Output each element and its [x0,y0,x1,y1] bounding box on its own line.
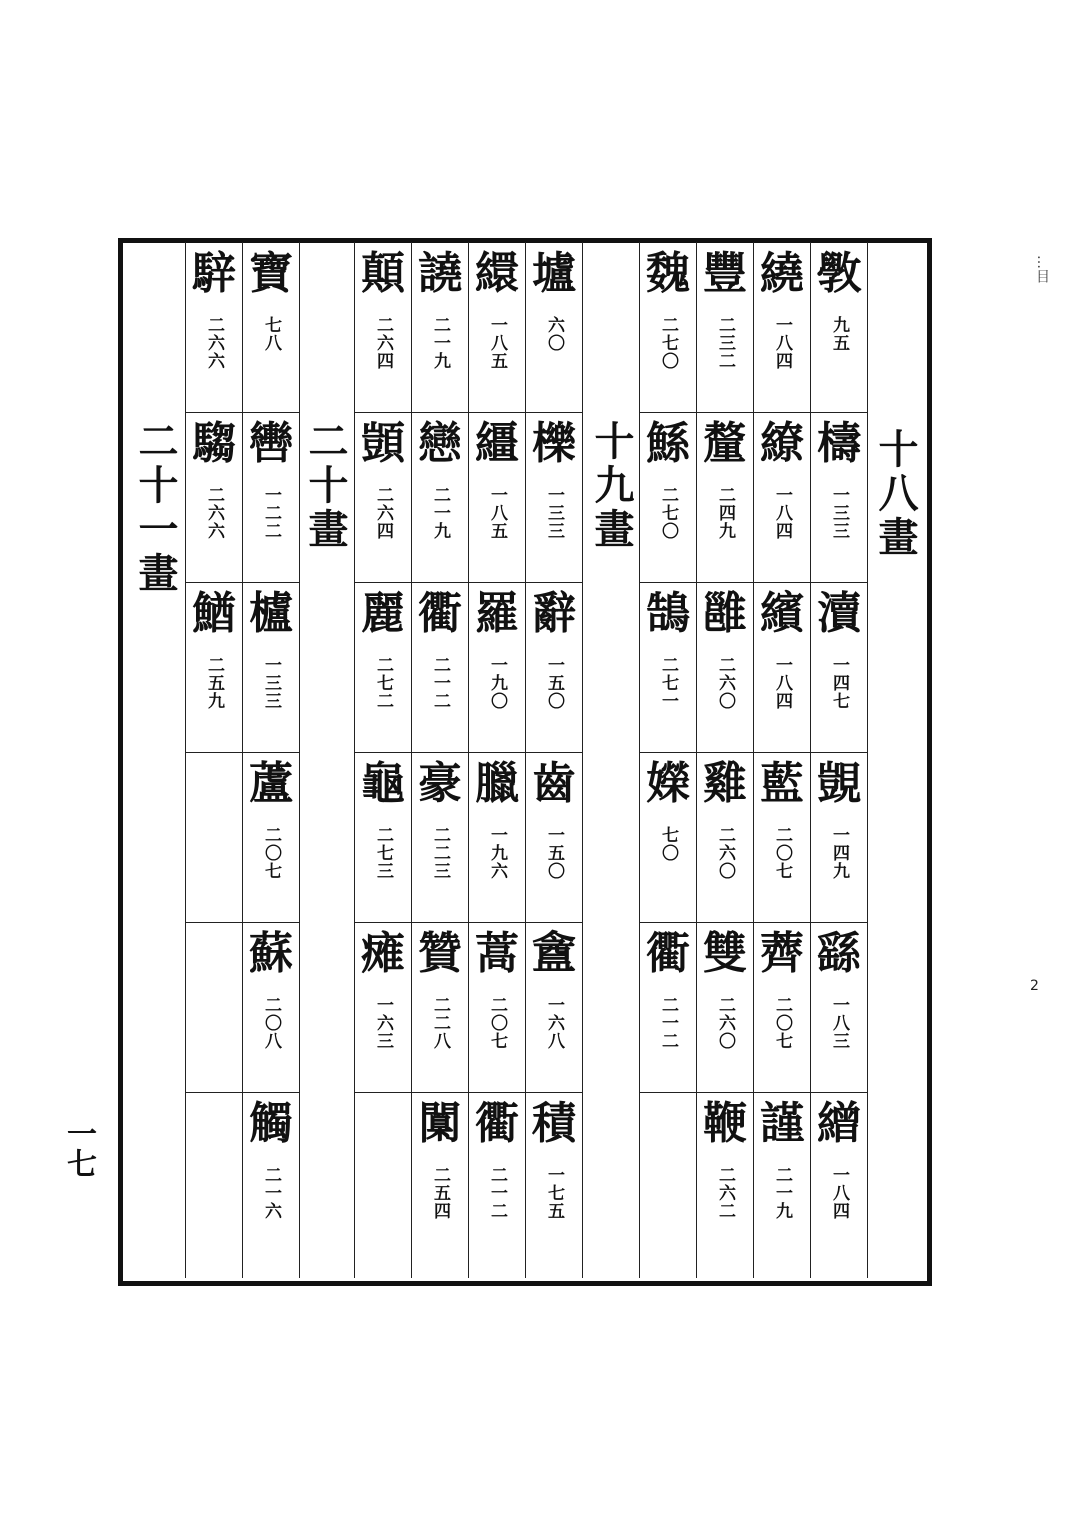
index-entry [469,922,525,1092]
index-entry [469,1092,525,1262]
entry-page-ref: 七八 [261,316,281,352]
index-entry [640,922,696,1092]
entry-page-ref: 二七二 [373,656,393,710]
entry-character: 嬫 [646,758,690,809]
index-entry [469,582,525,752]
index-entry [526,922,582,1092]
entry-character: 繞 [760,248,804,299]
index-entry [697,752,753,922]
entry-character: 羅 [475,588,519,639]
entry-page-ref: 二二三 [430,826,450,880]
index-entry [355,412,411,582]
entry-character: 謹 [760,1098,804,1149]
entry-page-ref: 一四七 [829,656,849,710]
entry-character: 魏 [646,248,690,299]
index-entry [697,922,753,1092]
entry-page-ref: 二一二 [430,656,450,710]
entry-page-ref: 一六三 [373,996,393,1050]
entry-character: 藍 [760,758,804,809]
index-entry [412,242,468,412]
entry-page-ref: 一八三 [829,996,849,1050]
index-entry [526,1092,582,1262]
entry-page-ref: 二〇七 [487,996,507,1050]
entry-character: 薺 [760,928,804,979]
entry-page-ref: 二六〇 [715,996,735,1050]
index-entry [526,412,582,582]
index-entry [469,242,525,412]
entry-page-ref: 二六〇 [715,826,735,880]
entry-page-ref: 二一六 [261,1166,281,1220]
index-entry [355,922,411,1092]
entry-character: 蘇 [249,928,293,979]
entry-page-ref: 二四九 [715,486,735,540]
entry-character: 雝 [703,588,747,639]
entry-page-ref: 二〇八 [261,996,281,1050]
index-entry [243,242,299,412]
entry-page-ref: 一八五 [487,486,507,540]
index-entry [355,582,411,752]
index-entry [186,412,242,582]
index-entry [186,582,242,752]
entry-page-ref: 二〇七 [261,826,281,880]
entry-character: 衢 [646,928,690,979]
entry-character: 龜 [361,758,405,809]
index-entry [526,242,582,412]
entry-character: 壚 [532,248,576,299]
entry-character: 豪 [418,758,462,809]
entry-character: 繒 [817,1098,861,1149]
entry-character: 瘫 [361,928,405,979]
index-entry [526,582,582,752]
entry-page-ref: 一八四 [772,486,792,540]
entry-character: 衢 [475,1098,519,1149]
index-entry [243,582,299,752]
entry-character: 盦 [532,928,576,979]
margin-digit: 2 [1030,978,1039,994]
entry-character: 櫨 [249,588,293,639]
index-entry [754,412,810,582]
entry-character: 鯀 [646,418,690,469]
index-entry [697,1092,753,1262]
index-entry [412,1092,468,1262]
index-entry [412,922,468,1092]
entry-page-ref: 二六二 [715,1166,735,1220]
index-entry [640,242,696,412]
index-entry [243,1092,299,1262]
entry-page-ref: 二〇七 [772,996,792,1050]
index-entry [469,752,525,922]
entry-page-ref: 二一九 [430,316,450,370]
entry-character: 繽 [760,588,804,639]
entry-character: 雙 [703,928,747,979]
entry-character: 雞 [703,758,747,809]
entry-page-ref: 一九〇 [487,656,507,710]
entry-character: 蘆 [249,758,293,809]
heading-20-strokes: 二十畫 [302,420,349,552]
entry-character: 繯 [475,248,519,299]
entry-character: 積 [532,1098,576,1149]
entry-page-ref: 一五〇 [544,656,564,710]
entry-character: 顗 [361,418,405,469]
entry-page-ref: 二〇七 [772,826,792,880]
index-entry [811,582,867,752]
index-entry [754,922,810,1092]
index-entry [412,752,468,922]
entry-page-ref: 一二二 [261,486,281,540]
entry-page-ref: 一四九 [829,826,849,880]
index-entry [811,922,867,1092]
entry-character: 譊 [418,248,462,299]
index-entry [697,412,753,582]
page-number: 一七 [61,1118,96,1178]
entry-page-ref: 二五九 [204,656,224,710]
entry-character: 豐 [703,248,747,299]
entry-page-ref: 一七五 [544,1166,564,1220]
margin-mark: …目 [1034,255,1050,283]
entry-character: 寶 [249,248,293,299]
entry-page-ref: 二五四 [430,1166,450,1220]
entry-page-ref: 一三三 [261,656,281,710]
entry-page-ref: 二六六 [204,316,224,370]
index-entry [186,242,242,412]
entry-character: 覬 [817,758,861,809]
entry-character: 瀆 [817,588,861,639]
entry-character: 斆 [817,248,861,299]
entry-page-ref: 二三二 [715,316,735,370]
entry-page-ref: 二七〇 [658,316,678,370]
index-entry [469,412,525,582]
entry-page-ref: 二二八 [430,996,450,1050]
index-entry [754,242,810,412]
entry-character: 繇 [817,928,861,979]
entry-character: 顛 [361,248,405,299]
entry-character: 轡 [249,418,293,469]
entry-character: 繚 [760,418,804,469]
index-entry [640,582,696,752]
heading-19-strokes: 十九畫 [588,420,635,552]
index-entry [355,752,411,922]
entry-page-ref: 一五〇 [544,826,564,880]
index-entry [526,752,582,922]
entry-page-ref: 二一二 [658,996,678,1050]
entry-character: 櫟 [532,418,576,469]
entry-page-ref: 一六八 [544,996,564,1050]
heading-18-strokes: 十八畫 [872,428,919,560]
entry-character: 鰌 [192,588,236,639]
entry-character: 贊 [418,928,462,979]
entry-page-ref: 七〇 [658,826,678,862]
entry-character: 臘 [475,758,519,809]
index-entry [811,412,867,582]
entry-page-ref: 一九六 [487,826,507,880]
entry-page-ref: 一八五 [487,316,507,370]
index-entry [697,242,753,412]
entry-page-ref: 二六四 [373,316,393,370]
entry-page-ref: 二六〇 [715,656,735,710]
entry-character: 鞭 [703,1098,747,1149]
entry-character: 繮 [475,418,519,469]
entry-page-ref: 一三三 [544,486,564,540]
entry-page-ref: 一八四 [772,316,792,370]
entry-character: 騶 [192,418,236,469]
entry-page-ref: 六〇 [544,316,564,352]
index-entry [243,922,299,1092]
index-entry [640,752,696,922]
entry-page-ref: 二六四 [373,486,393,540]
column-rule [582,242,583,1278]
entry-character: 齒 [532,758,576,809]
index-entry [640,412,696,582]
entry-page-ref: 一八四 [772,656,792,710]
column-rule [299,242,300,1278]
index-entry [243,412,299,582]
index-entry [243,752,299,922]
entry-page-ref: 二一九 [430,486,450,540]
index-entry [754,582,810,752]
index-entry [811,1092,867,1262]
index-entry [412,412,468,582]
index-entry [412,582,468,752]
entry-character: 蒿 [475,928,519,979]
entry-character: 麗 [361,588,405,639]
entry-character: 檮 [817,418,861,469]
entry-page-ref: 九五 [829,316,849,352]
entry-page-ref: 一八四 [829,1166,849,1220]
entry-character: 觸 [249,1098,293,1149]
entry-page-ref: 二一九 [772,1166,792,1220]
entry-page-ref: 二七〇 [658,486,678,540]
column-rule [867,242,868,1278]
heading-21-strokes: 二十一畫 [132,420,179,596]
index-entry [811,752,867,922]
index-entry [355,242,411,412]
index-entry [754,1092,810,1262]
entry-character: 釐 [703,418,747,469]
entry-page-ref: 二六六 [204,486,224,540]
entry-character: 鵠 [646,588,690,639]
index-entry [697,582,753,752]
index-entry [811,242,867,412]
entry-page-ref: 二七一 [658,656,678,710]
entry-page-ref: 一三三 [829,486,849,540]
entry-character: 戀 [418,418,462,469]
entry-page-ref: 二七三 [373,826,393,880]
entry-character: 衢 [418,588,462,639]
entry-page-ref: 二一二 [487,1166,507,1220]
entry-character: 騂 [192,248,236,299]
entry-character: 辭 [532,588,576,639]
entry-character: 闑 [418,1098,462,1149]
index-entry [754,752,810,922]
